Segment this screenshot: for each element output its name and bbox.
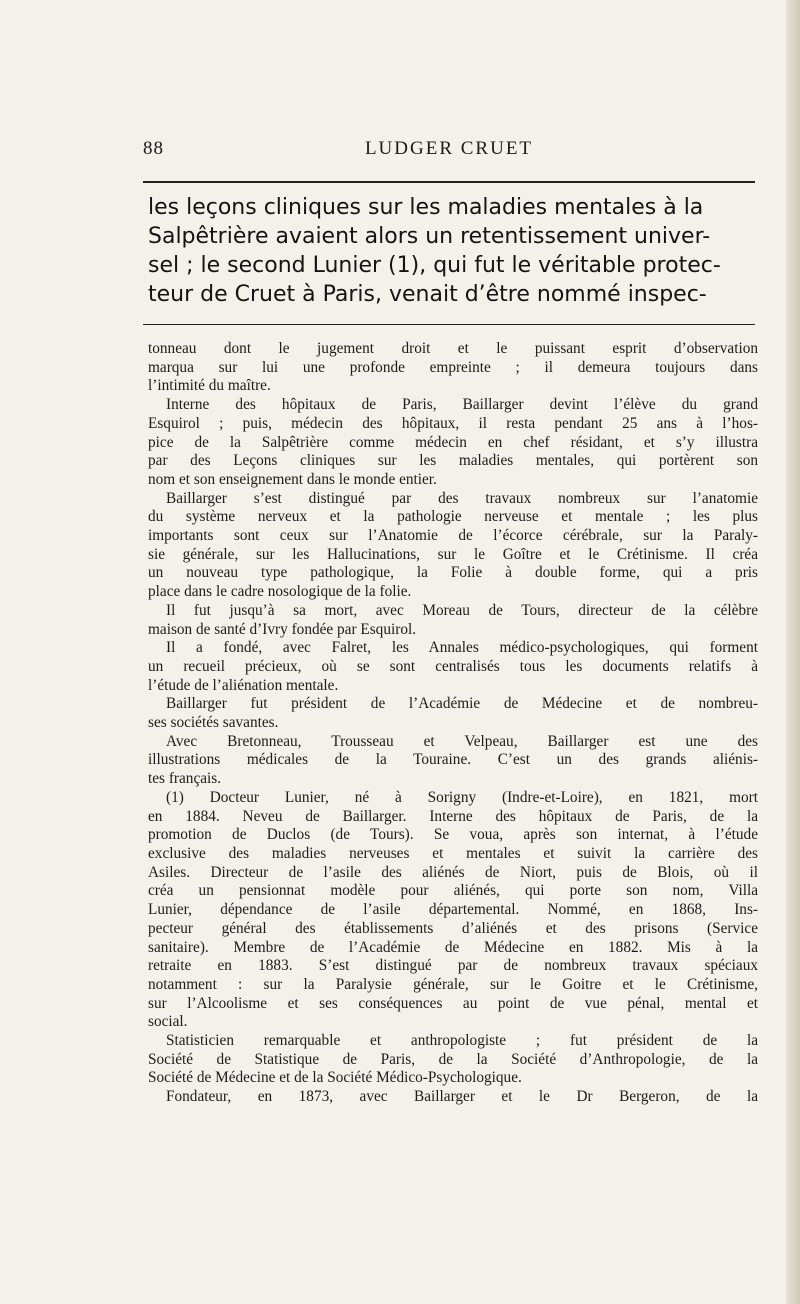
text-line: Avec Bretonneau, Trousseau et Velpeau, Baillarger est une des <box>166 732 758 750</box>
text-line: place dans le cadre nosologique de la folie. <box>148 583 412 601</box>
text-line: Interne des hôpitaux de Paris, Baillarger devint l’élève du grand <box>166 396 758 414</box>
text-line: tonneau dont le jugement droit et le puissant esprit d’observation <box>148 340 758 357</box>
text-line: un recueil précieux, où se sont centralisés tous les documents relatifs à <box>148 657 758 675</box>
text-line: Société de Médecine et de la Société Médico-Psychologique. <box>148 1069 522 1087</box>
text-line: en 1884. Neveu de Baillarger. Interne des hôpitaux de Paris, de la <box>148 807 758 825</box>
text-line: Société de Statistique de Paris, de la Société d’Anthropologie, de la <box>148 1050 758 1068</box>
text-line: Fondateur, en 1873, avec Baillarger et le Dr Bergeron, de la <box>166 1088 758 1106</box>
text-line: promotion de Duclos (de Tours). Se voua, après son internat, à l’étude <box>148 826 758 844</box>
text-line: retraite en 1883. S’est distingué par de nombreux travaux spéciaux <box>148 957 758 975</box>
text-line: notamment : sur la Paralysie générale, sur le Goitre et le Crétinisme, <box>148 975 758 993</box>
text-line: maison de santé d’Ivry fondée par Esquirol. <box>148 620 417 638</box>
text-line: marqua sur lui une profonde empreinte ; il demeura toujours dans <box>148 358 758 376</box>
text-line: Esquirol ; puis, médecin des hôpitaux, il resta pendant 25 ans à l’hos- <box>148 414 758 432</box>
text-line: exclusive des maladies nerveuses et mentales et suivit la carrière des <box>148 844 758 862</box>
text-line: du système nerveux et la pathologie nerveuse et mentale ; les plus <box>148 508 758 526</box>
text-line: Il a fondé, avec Falret, les Annales médico-psychologiques, qui forment <box>166 639 758 657</box>
text-line: teur de Cruet à Paris, venait d’être nommé inspec- <box>148 282 707 307</box>
text-line: Statisticien remarquable et anthropologiste ; fut président de la <box>166 1032 758 1050</box>
main-text-block <box>148 193 752 309</box>
text-line: pecteur général des établissements d’aliénés et des prisons (Service <box>148 919 758 937</box>
text-line: créa un pensionnat modèle pour aliénés, qui porte son nom, Villa <box>148 882 758 900</box>
text-line: Lunier, dépendance de l’asile départemental. Nommé, en 1868, Ins- <box>148 901 758 919</box>
section-rule <box>143 324 755 325</box>
text-line: nom et son enseignement dans le monde entier. <box>148 470 437 488</box>
running-title: LUDGER CRUET <box>364 138 534 159</box>
text-line: Asiles. Directeur de l’asile des aliénés de Niort, puis de Blois, où il <box>148 863 758 881</box>
text-line: illustrations médicales de la Touraine. C’est un des grands aliénis- <box>148 751 758 769</box>
text-line: Salpêtrière avaient alors un retentissement univer- <box>148 224 711 249</box>
text-line: (1) Docteur Lunier, né à Sorigny (Indre-et-Loire), en 1821, mort <box>166 788 758 806</box>
text-line: les leçons cliniques sur les maladies mentales à la <box>148 195 704 220</box>
text-line: social. <box>148 1013 188 1031</box>
page-number: 88 <box>143 138 164 159</box>
text-line: l’intimité du maître. <box>148 377 271 395</box>
text-line: Baillarger s’est distingué par des travaux nombreux sur l’anatomie <box>166 489 758 507</box>
text-line: l’étude de l’aliénation mentale. <box>148 676 339 694</box>
text-line: sanitaire). Membre de l’Académie de Médecine en 1882. Mis à la <box>148 938 758 956</box>
text-line: sur l’Alcoolisme et ses conséquences au point de vue pénal, mental et <box>148 994 758 1012</box>
text-line: importants sont ceux sur l’Anatomie de l’écorce cérébrale, sur la Paraly- <box>148 527 758 545</box>
text-line: ses sociétés savantes. <box>148 714 279 732</box>
text-line: tes français. <box>148 770 222 788</box>
page-header <box>143 138 755 166</box>
footnote-text-block <box>148 340 758 1107</box>
text-line: sel ; le second Lunier (1), qui fut le véritable protec- <box>148 253 721 278</box>
header-rule <box>143 181 755 183</box>
text-line: un nouveau type pathologique, la Folie à double forme, qui a pris <box>148 564 758 582</box>
text-line: Il fut jusqu’à sa mort, avec Moreau de Tours, directeur de la célèbre <box>166 601 758 619</box>
text-line: par des Leçons cliniques sur les maladies mentales, qui portèrent son <box>148 452 758 470</box>
page-edge <box>786 0 800 1304</box>
text-line: Baillarger fut président de l’Académie de Médecine et de nombreu- <box>166 695 758 713</box>
text-line: pice de la Salpêtrière comme médecin en chef résidant, et s’y illustra <box>148 433 758 451</box>
text-line: sie générale, sur les Hallucinations, sur le Goître et le Crétinisme. Il créa <box>148 545 758 563</box>
